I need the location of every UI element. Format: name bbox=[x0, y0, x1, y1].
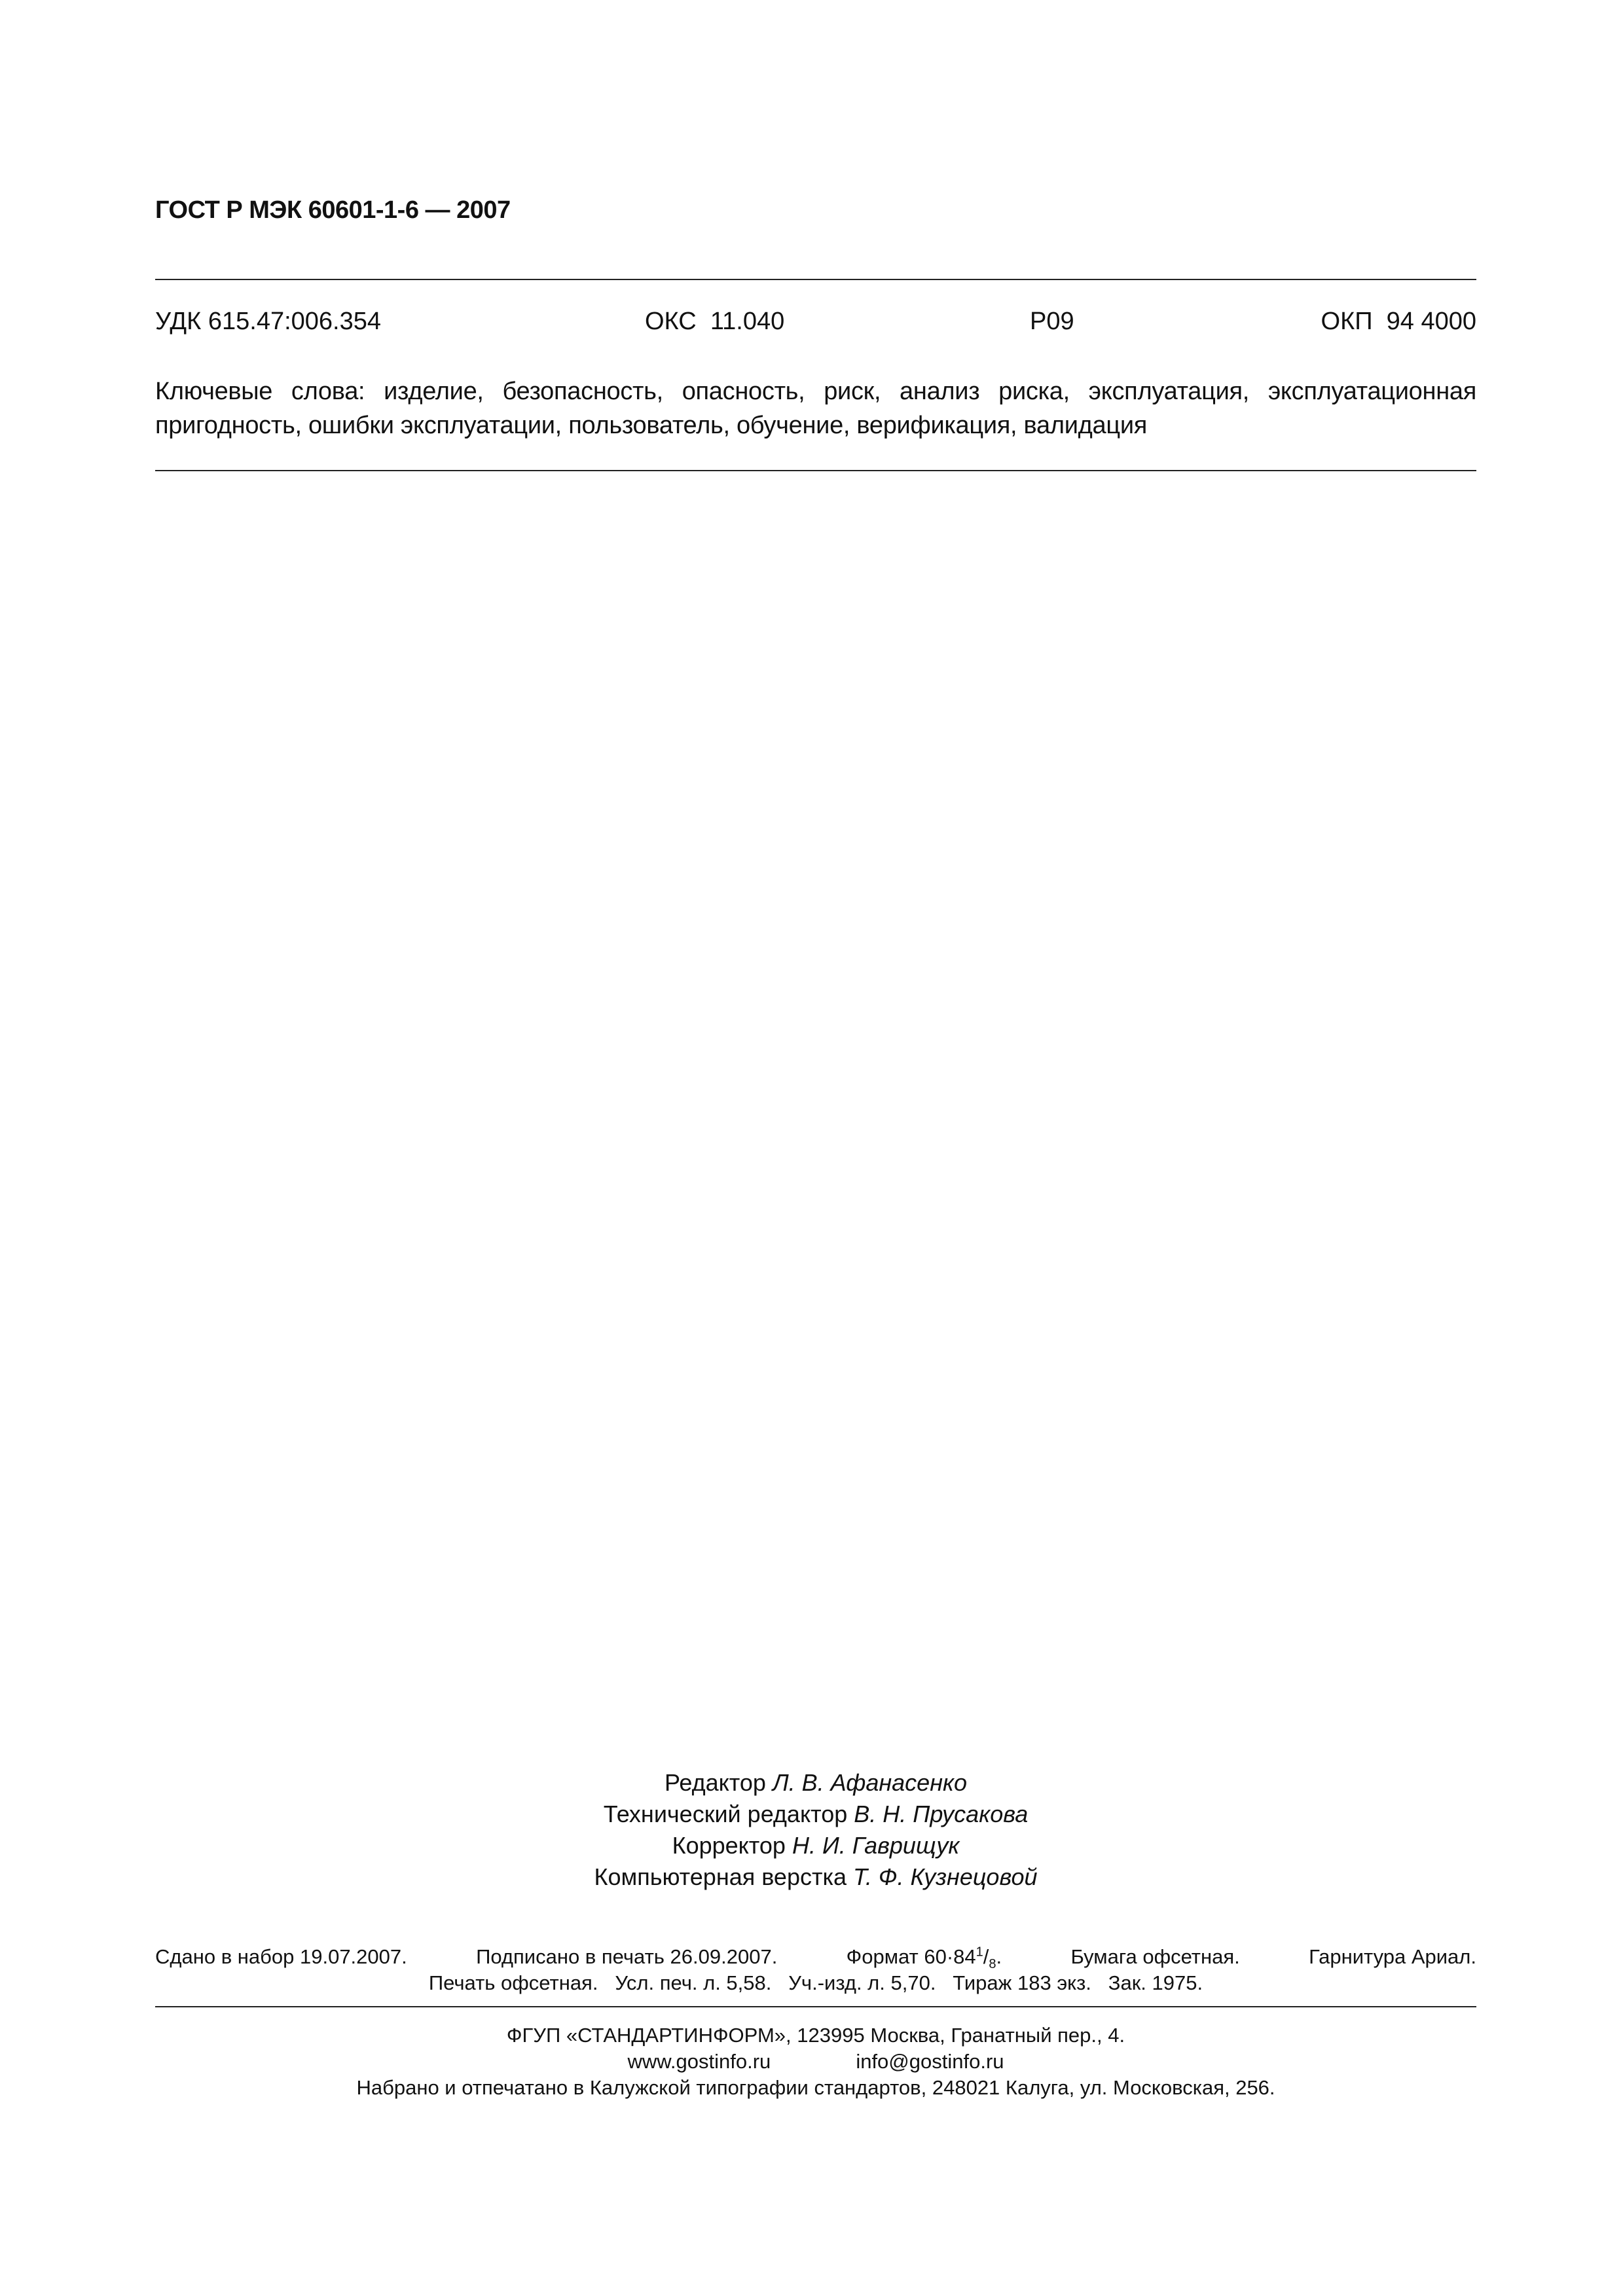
format-spec: Формат $60\cdot 84^1/_8$. bbox=[846, 1945, 1002, 1972]
imprint-line-2 bbox=[155, 1970, 1476, 1996]
layout-credit: Компьютерная верстка Т. Ф. Кузнецовой bbox=[594, 1863, 1038, 1890]
keywords-divider bbox=[155, 470, 1476, 471]
print-type: Печать офсетная. bbox=[428, 1971, 598, 1994]
staff-credits bbox=[155, 1767, 1476, 1893]
page-title: ГОСТ Р МЭК 60601-1-6 — 2007 bbox=[155, 196, 511, 224]
udk-code: УДК 615.47:006.354 bbox=[155, 308, 382, 335]
order-number: Зак. 1975. bbox=[1108, 1971, 1203, 1994]
okp-code: ОКП 94 4000 bbox=[1321, 308, 1476, 335]
top-divider bbox=[155, 279, 1476, 280]
classification-row bbox=[155, 308, 1476, 340]
print-sheets: Усл. печ. л. 5,58. bbox=[615, 1971, 772, 1994]
publisher-email[interactable]: info@gostinfo.ru bbox=[856, 2050, 1004, 2073]
keywords-paragraph: Ключевые слова: изделие, безопасность, опасность, риск, анализ риска, эксплуатация, эксплуатационная пригодность, ошибки эксплуатации, пользователь, обучение, верификация, валидация bbox=[155, 378, 1476, 439]
handed-date: Сдано в набор 19.07.2007. bbox=[155, 1945, 407, 1968]
edit-sheets: Уч.-изд. л. 5,70. bbox=[788, 1971, 936, 1994]
publisher-address: ФГУП «СТАНДАРТИНФОРМ», 123995 Москва, Гранатный пер., 4. bbox=[506, 2024, 1125, 2047]
publisher-block bbox=[155, 2022, 1476, 2101]
imprint-block bbox=[155, 1944, 1476, 1996]
corrector-credit: Корректор Н. И. Гаврищук bbox=[672, 1832, 960, 1859]
imprint-divider bbox=[155, 2006, 1476, 2007]
signed-date: Подписано в печать 26.09.2007. bbox=[476, 1945, 778, 1968]
editor-credit: Редактор Л. В. Афанасенко bbox=[664, 1769, 968, 1796]
imprint-line-1 bbox=[155, 1944, 1476, 1970]
publisher-contacts bbox=[155, 2049, 1476, 2075]
oks-code: ОКС 11.040 bbox=[645, 308, 785, 335]
publisher-website[interactable]: www.gostinfo.ru bbox=[627, 2050, 771, 2073]
tech-editor-credit: Технический редактор В. Н. Прусакова bbox=[603, 1801, 1029, 1827]
group-code: Р09 bbox=[1030, 308, 1074, 335]
paper-type: Бумага офсетная. bbox=[1070, 1945, 1240, 1968]
printed-by: Набрано и отпечатано в Калужской типографии стандартов, 248021 Калуга, ул. Московская, 256. bbox=[356, 2076, 1275, 2099]
typeface: Гарнитура Ариал. bbox=[1309, 1945, 1476, 1968]
print-run: Тираж 183 экз. bbox=[953, 1971, 1091, 1994]
